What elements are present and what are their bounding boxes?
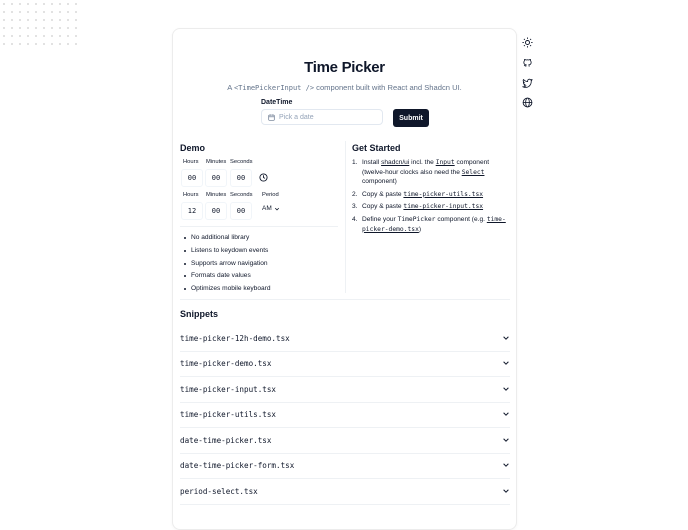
snippet-accordion-item[interactable]: [180, 326, 510, 352]
chevron-down-icon: [502, 487, 510, 495]
hours-input[interactable]: 00: [181, 169, 203, 187]
snippet-title: time-picker-input.tsx: [180, 385, 277, 394]
demo-divider: [180, 226, 338, 227]
timepicker-code: TimePicker: [397, 215, 436, 223]
subtitle-code: <TimePickerInput />: [233, 84, 315, 92]
main-card: [172, 28, 517, 530]
snippet-title: period-select.tsx: [180, 487, 258, 496]
calendar-icon: [268, 114, 275, 121]
minutes-label-12h: Minutes: [206, 192, 227, 198]
snippet-title: date-time-picker.tsx: [180, 436, 272, 445]
snippet-accordion-item[interactable]: [180, 453, 510, 479]
snippet-accordion-item[interactable]: [180, 402, 510, 428]
get-started-steps: [352, 158, 507, 237]
period-label: Period: [262, 192, 279, 198]
snippet-title: time-picker-utils.tsx: [180, 410, 277, 419]
clock-icon: [256, 170, 270, 184]
seconds-input-12h[interactable]: 00: [230, 202, 252, 220]
input-component-link[interactable]: Input: [435, 159, 455, 166]
minutes-input-12h[interactable]: 00: [205, 202, 227, 220]
globe-icon[interactable]: [520, 95, 534, 109]
shadcn-link[interactable]: shadcn/ui: [381, 159, 410, 166]
seconds-label: Seconds: [230, 159, 253, 165]
snippet-accordion-item[interactable]: [180, 479, 510, 505]
minutes-label: Minutes: [206, 159, 227, 165]
chevron-down-icon: [502, 385, 510, 393]
input-file-link[interactable]: time-picker-input.tsx: [403, 203, 484, 211]
twitter-icon[interactable]: [520, 75, 534, 89]
page-subtitle: A <TimePickerInput /> component built with React and Shadcn UI.: [227, 83, 462, 92]
select-component-link[interactable]: Select: [461, 168, 485, 176]
chevron-down-icon: [502, 334, 510, 342]
hours-input-12h[interactable]: 12: [181, 202, 203, 220]
decorative-dot-grid: [0, 0, 80, 50]
period-value: AM: [262, 205, 272, 212]
feature-item: Optimizes mobile keyboard: [184, 285, 271, 292]
feature-item: No additional library: [184, 234, 249, 241]
chevron-down-icon: [274, 206, 280, 212]
seconds-input[interactable]: 00: [230, 169, 252, 187]
utils-file-link[interactable]: time-picker-utils.tsx: [403, 190, 484, 198]
snippets-heading: Snippets: [180, 309, 219, 319]
submit-button[interactable]: Submit: [393, 109, 429, 127]
sun-icon[interactable]: [520, 35, 534, 49]
step-item: 4. Define your TimePicker component (e.g. time-picker-demo.tsx): [352, 215, 506, 233]
snippet-title: date-time-picker-form.tsx: [180, 461, 295, 470]
section-divider: [180, 299, 510, 300]
date-placeholder: Pick a date: [279, 113, 314, 121]
seconds-label-12h: Seconds: [230, 192, 253, 198]
snippet-accordion-item[interactable]: [180, 428, 510, 454]
chevron-down-icon: [502, 410, 510, 418]
step-item: 1. Install shadcn/ui incl. the Input component (twelve-hour clocks also need the Select component): [352, 159, 490, 186]
chevron-down-icon: [502, 436, 510, 444]
chevron-down-icon: [502, 359, 510, 367]
feature-item: Formats date values: [184, 272, 251, 279]
date-picker-input[interactable]: [261, 109, 383, 125]
column-divider: [345, 141, 346, 293]
period-select[interactable]: [262, 205, 280, 212]
datetime-label: DateTime: [261, 99, 293, 106]
snippet-accordion-item[interactable]: [180, 377, 510, 403]
hours-label-12h: Hours: [183, 192, 199, 198]
snippet-accordion-item[interactable]: [180, 351, 510, 377]
step-item: 3. Copy & paste time-picker-input.tsx: [352, 203, 484, 211]
minutes-input[interactable]: 00: [205, 169, 227, 187]
snippet-title: time-picker-12h-demo.tsx: [180, 334, 290, 343]
step-item: 2. Copy & paste time-picker-utils.tsx: [352, 190, 484, 198]
chevron-down-icon: [502, 461, 510, 469]
demo-file-link[interactable]: time-picker-demo.tsx: [362, 215, 506, 233]
feature-item: Listens to keydown events: [184, 247, 268, 254]
demo-heading: Demo: [180, 143, 206, 153]
snippet-title: time-picker-demo.tsx: [180, 359, 272, 368]
github-icon[interactable]: [520, 55, 534, 69]
page-title: Time Picker: [304, 59, 385, 76]
feature-item: Supports arrow navigation: [184, 260, 268, 267]
hours-label: Hours: [183, 159, 199, 165]
get-started-heading: Get Started: [352, 143, 401, 153]
